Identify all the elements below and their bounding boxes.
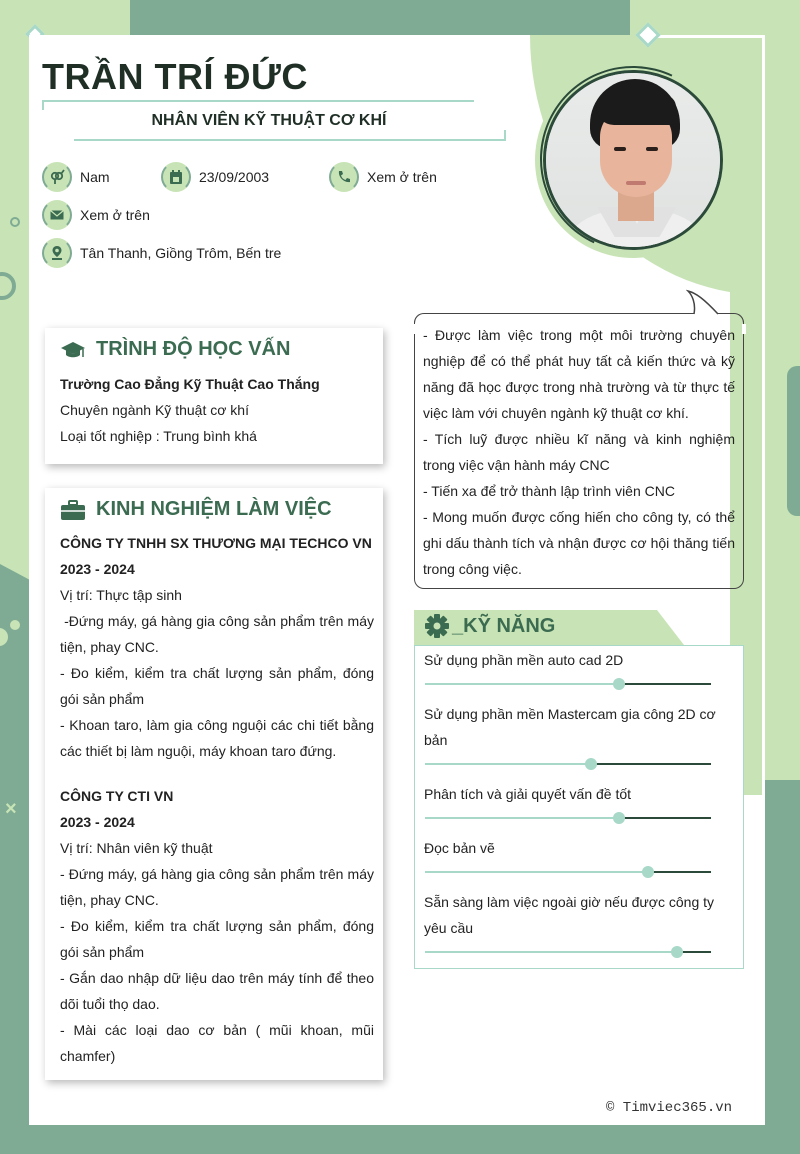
job-title: NHÂN VIÊN KỸ THUẬT CƠ KHÍ bbox=[151, 112, 387, 129]
objective-text bbox=[423, 322, 735, 582]
graduation-cap-icon bbox=[60, 340, 86, 360]
experience-heading-text: KINH NGHIỆM LÀM VIỆC bbox=[96, 498, 332, 520]
decor-x: × bbox=[5, 798, 17, 820]
bg-left-slope bbox=[0, 540, 30, 580]
decor-dot bbox=[10, 620, 20, 630]
calendar-icon bbox=[161, 162, 191, 192]
candidate-name: TRẦN TRÍ ĐỨC bbox=[42, 56, 308, 97]
job-duty: - Khoan taro, làm gia công nguội các chi tiết bằng các thiết bị làm nguội, máy khoan taro đứng. bbox=[60, 717, 374, 759]
skill-knob bbox=[585, 758, 597, 770]
job-entry bbox=[60, 783, 374, 1069]
email-value: Xem ở trên bbox=[80, 207, 150, 223]
skill-level-bar bbox=[425, 757, 711, 771]
skill-level-bar bbox=[425, 811, 711, 825]
experience-heading bbox=[60, 498, 374, 521]
decor-line-right bbox=[762, 35, 765, 1125]
job-period: 2023 - 2024 bbox=[60, 814, 135, 830]
info-email bbox=[42, 200, 150, 230]
experience-card bbox=[45, 488, 383, 1080]
phone-icon bbox=[329, 162, 359, 192]
skill-knob bbox=[613, 812, 625, 824]
gender-value: Nam bbox=[80, 169, 110, 185]
education-major: Chuyên ngành Kỹ thuật cơ khí bbox=[60, 402, 249, 418]
skills-box bbox=[414, 645, 744, 969]
bubble-gap-right bbox=[742, 324, 746, 334]
bg-top-band bbox=[140, 0, 660, 36]
skills-heading-text: _KỸ NĂNG bbox=[452, 614, 556, 637]
location-pin-icon bbox=[42, 238, 72, 268]
birthday-value: 23/09/2003 bbox=[199, 169, 270, 185]
skill-item bbox=[424, 781, 736, 825]
skill-knob bbox=[642, 866, 654, 878]
objective-line: - Mong muốn được cống hiến cho công ty, có thể ghi dấu thành tích và nhận được cơ hội thăng tiến trong công việc. bbox=[423, 509, 735, 577]
info-address bbox=[42, 238, 281, 268]
footer-copyright: © Timviec365.vn bbox=[606, 1100, 733, 1116]
job-position: Vị trí: Nhân viên kỹ thuật bbox=[60, 840, 213, 856]
bubble-gap-left bbox=[412, 324, 416, 334]
job-duty: - Đo kiểm, kiểm tra chất lượng sản phẩm, đóng gói sản phẩm bbox=[60, 665, 374, 707]
skill-knob bbox=[613, 678, 625, 690]
decor-right-bottom bbox=[765, 780, 800, 1154]
title-frame-bottom bbox=[74, 130, 506, 141]
decor-dot-big bbox=[0, 628, 8, 646]
title-frame-top bbox=[42, 100, 474, 110]
skill-level-bar bbox=[425, 945, 711, 959]
objective-line: - Tích luỹ được nhiều kĩ năng và kinh nghiệm trong việc vận hành máy CNC bbox=[423, 431, 735, 473]
skill-label: Sử dụng phần mền auto cad 2D bbox=[424, 652, 624, 668]
job-duty: - Đo kiểm, kiểm tra chất lượng sản phẩm, đóng gói sản phẩm bbox=[60, 918, 374, 960]
education-card bbox=[45, 328, 383, 464]
objective-line: - Được làm việc trong một môi trường chuyên nghiệp để có thể phát huy tất cả kiến thức và kỹ năng đã học được trong nhà trường và từ thực tế việc làm với chuyên ngành kỹ thuật cơ khí. bbox=[423, 327, 735, 421]
skills-heading bbox=[424, 613, 555, 639]
objective-line: - Tiến xa để trở thành lập trình viên CNC bbox=[423, 483, 675, 499]
job-position: Vị trí: Thực tập sinh bbox=[60, 587, 182, 603]
info-gender bbox=[42, 162, 110, 192]
address-value: Tân Thanh, Giồng Trôm, Bến tre bbox=[80, 245, 282, 261]
job-company: CÔNG TY CTI VN bbox=[60, 788, 174, 804]
skill-label: Phân tích và giải quyết vấn đề tốt bbox=[424, 786, 632, 802]
job-duty: - Đứng máy, gá hàng gia công sản phẩm trên máy tiện, phay CNC. bbox=[60, 866, 374, 908]
skill-label: Đọc bản vẽ bbox=[424, 840, 495, 856]
job-period: 2023 - 2024 bbox=[60, 561, 135, 577]
skill-item bbox=[424, 647, 736, 691]
job-company: CÔNG TY TNHH SX THƯƠNG MẠI TECHCO VN bbox=[60, 535, 372, 551]
education-heading-text: TRÌNH ĐỘ HỌC VẤN bbox=[96, 338, 291, 360]
phone-value: Xem ở trên bbox=[367, 169, 437, 185]
decor-ring-small bbox=[10, 217, 20, 227]
decor-pill-right bbox=[787, 366, 800, 516]
skill-level-bar bbox=[425, 677, 711, 691]
info-phone bbox=[329, 162, 437, 192]
skill-item bbox=[424, 835, 736, 879]
avatar-photo bbox=[543, 70, 723, 250]
info-birthday bbox=[161, 162, 269, 192]
job-duty: - Mài các loại dao cơ bản ( mũi khoan, mũi chamfer) bbox=[60, 1022, 374, 1064]
education-grade: Loại tốt nghiệp : Trung bình khá bbox=[60, 428, 257, 444]
bubble-tail bbox=[686, 289, 722, 315]
job-entry bbox=[60, 530, 378, 764]
skill-knob bbox=[671, 946, 683, 958]
job-duty: -Đứng máy, gá hàng gia công sản phẩm trên máy tiện, phay CNC. bbox=[60, 613, 378, 655]
job-duty: - Gắn dao nhập dữ liệu dao trên máy tính để theo dõi tuổi thọ dao. bbox=[60, 970, 374, 1012]
skill-label: Sẵn sàng làm việc ngoài giờ nếu được công ty yêu cầu bbox=[424, 894, 715, 936]
gear-icon bbox=[424, 613, 450, 639]
skill-label: Sử dụng phần mền Mastercam gia công 2D cơ bản bbox=[424, 706, 716, 748]
gender-icon bbox=[42, 162, 72, 192]
skill-item bbox=[424, 889, 736, 959]
briefcase-icon bbox=[60, 499, 86, 521]
skill-level-bar bbox=[425, 865, 711, 879]
envelope-icon bbox=[42, 200, 72, 230]
education-heading bbox=[60, 338, 368, 361]
skill-item bbox=[424, 701, 736, 771]
education-school: Trường Cao Đẳng Kỹ Thuật Cao Thắng bbox=[60, 376, 320, 392]
